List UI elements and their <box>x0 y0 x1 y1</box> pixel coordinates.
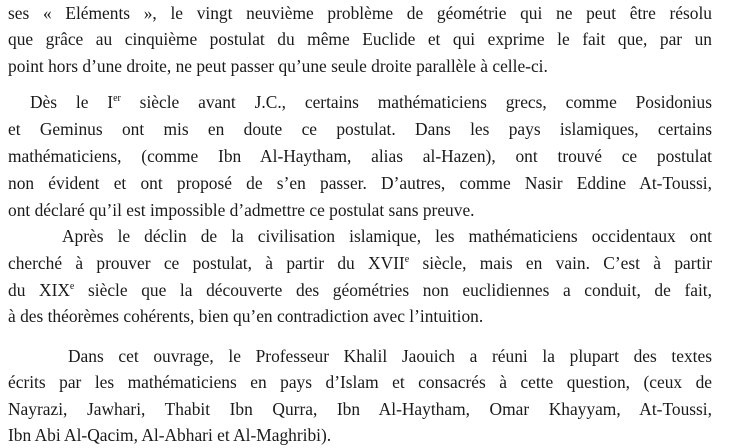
ordinal-superscript: er <box>113 93 121 104</box>
paragraph-3-line-1: Après le déclin de la civilisation islamique, les mathématiciens occidentaux ont <box>62 226 712 246</box>
paragraph-2-line-4: non évident et ont proposé de s’en passer. D’autres, comme Nasir Eddine At-Toussi, <box>8 173 712 193</box>
paragraph-4-line-4: Ibn Abi Al-Qacim, Al-Abhari et Al-Maghribi). <box>8 425 332 445</box>
paragraph-4-line-3: Nayrazi, Jawhari, Thabit Ibn Qurra, Ibn Al-Haytham, Omar Khayyam, At-Toussi, <box>8 399 712 419</box>
paragraph-2-line-2: et Geminus ont mis en doute ce postulat. Dans les pays islamiques, certains <box>8 119 712 139</box>
paragraph-4-line-1: Dans cet ouvrage, le Professeur Khalil Jaouich a réuni la plupart des textes <box>68 346 712 366</box>
paragraph-3-line-3-end: siècle que la découverte des géométries non euclidiennes a conduit, de fait, <box>74 280 712 300</box>
century-superscript: e <box>69 281 75 292</box>
paragraph-2-line-1-start: Dès le I <box>30 92 114 112</box>
paragraph-3-line-3-start: du XIX <box>8 280 70 300</box>
paragraph-3-line-2-end: siècle, mais en vain. C’est à partir <box>409 253 712 273</box>
paragraph-1-line-2: que grâce au cinquième postulat du même Euclide et qui exprime le fait que, par un <box>8 29 712 49</box>
paragraph-2-line-5: ont déclaré qu’il est impossible d’admettre ce postulat sans preuve. <box>8 200 475 220</box>
paragraph-3-line-4: à des théorèmes cohérents, bien qu’en contradiction avec l’intuition. <box>8 306 484 326</box>
paragraph-2-line-1 <box>30 89 712 115</box>
paragraph-2-line-1-end: siècle avant J.C., certains mathématiciens grecs, comme Posidonius <box>120 92 712 112</box>
paragraph-3-line-3 <box>8 277 712 303</box>
paragraph-1-line-3: point hors d’une droite, ne peut passer qu’une seule droite parallèle à celle-ci. <box>8 56 548 76</box>
paragraph-1-line-1: ses « Eléments », le vingt neuvième problème de géométrie qui ne peut être résolu <box>8 3 712 23</box>
paragraph-3-line-2-start: cherché à prouver ce postulat, à partir du XVII <box>8 253 405 273</box>
paragraph-3-line-2 <box>8 250 712 276</box>
paragraph-4-line-2: écrits par les mathématiciens en pays d’Islam et consacrés à cette question, (ceux de <box>8 372 712 392</box>
paragraph-2-line-3: mathématiciens, (comme Ibn Al-Haytham, alias al-Hazen), ont trouvé ce postulat <box>8 146 712 166</box>
century-superscript: e <box>404 254 410 265</box>
